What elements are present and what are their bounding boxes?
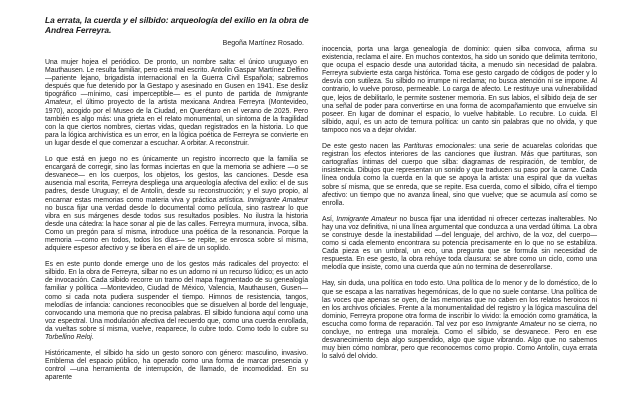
text-run: no busca fijar una verdad desde lo documental como película, sino rastrear lo que vibra en sus márgenes desde todos sus resultados posibles. No ilustra la historia desde una cátedra: la hace sonar al pie de las calles. Ferreyra murmura, invoca, silba. Como un pregón para sí misma, introduce una poética de la resonancia. Porque la memoria —como en todos, todos los días— se repite, se enrosca sobre sí misma, adquiere espesor afectivo y se libera en el aire de un soplido. [45, 204, 308, 253]
text-run: Una mujer hojea el periódico. De pronto, un nombre salta: el único uruguayo en Mauthausen. Le resulta familiar, pero está mal escrito. Antolín Gaspar Martínez Delfino —pariente lejano, brigadista internacional en la Guerra Civil Española; sabremos después que fue detenido por la Gestapo y asesinado en Gusen en 1941. Ese desliz tipográfico —mínimo, casi imperceptible— es el punto de partida de [45, 59, 308, 99]
text-run: Históricamente, el silbido ha sido un gesto sonoro con género: masculino, invasivo. Emblema del espacio público, ha operado como una forma de marcar presencia y control —una herramienta de interrupción, de llamado, de incomodidad. En su aparente [45, 350, 308, 382]
text-run: no busca fijar una identidad ni ofrecer certezas inalterables. No hay una voz definitiva, ni una línea argumental que conduzca a una verdad última. La obra se construye desde la inestabilidad —del lenguaje, del archivo, de la voz, del cuerpo— como si cada elemento encontrara su potencia precisamente en lo que no se estabiliza. Cada pieza es un umbral, un eco, una pregunta que se formula sin necesidad de respuesta. En ese gesto, la obra rehúye toda clausura: se abre como un ciclo, como una melodía que insiste, como una cuerda que aún no termina de desenrollarse. [322, 215, 597, 272]
text-run: De este gesto nacen las [322, 143, 404, 151]
paragraph [322, 280, 597, 361]
text-run: inocencia, porta una larga genealogía de dominio: quien silba convoca, afirma su existencia, reclama el aire. En muchos contextos, ha sido un sonido que delimita territorio, que ocupa el espacio desde una autoridad tácita, a menudo sin necesidad de palabra. Ferreyra subvierte esta carga histórica. Toma ese gesto cargado de códigos de poder y lo desvía con sutileza. Su silbido no irrumpe ni reclama; no busca atención ni se impone. Al contrario, lo vuelve poroso, permeable. Lo carga de afecto. Le restituye una vulnerabilidad que, lejos de debilitarlo, le permite sostener memoria. En sus labios, el silbido deja de ser una señal de poder para convertirse en una forma de acompañamiento que envuelve sin poseer. En lugar de dominar el espacio, lo vuelve habitable. Lo recubre. Lo cuida. El silbido, aquí, es un acto de ternura política: un canto sin palabras que no olvida, y que tampoco nos va a dejar olvidar. [322, 46, 597, 134]
text-run: Inmigrante Amateur [45, 91, 308, 107]
text-run: Torbellino Reloj [45, 334, 92, 341]
paragraph [45, 156, 308, 253]
text-run: . [91, 334, 94, 341]
right-text-column [322, 46, 597, 361]
paragraph [322, 143, 597, 208]
text-run: Partituras emocionales [403, 143, 475, 151]
text-run: Hay, sin duda, una política en todo esto. Una política de lo menor y de lo doméstico, de lo que se escapa a las narrativas hegemónicas, de lo que no suele contarse. Una política de las voces que apenas se oyen, de las memorias que no caben en los relatos heroicos ni en los archivos oficiales. Frente a la monumentalidad del registro y la lógica masculina del dominio, Ferreyra propone otra forma de inscribir lo vivido: la emoción como gramática, la escucha como forma de reparación. Tal vez por eso [322, 280, 597, 328]
text-run: Así, [322, 215, 337, 223]
paragraph [45, 59, 308, 148]
text-run: Inmigrante Amateur [485, 320, 546, 328]
paragraph [45, 261, 308, 342]
paragraph [322, 216, 597, 273]
paragraph [45, 350, 308, 382]
left-text-column [45, 59, 308, 382]
text-run: : una serie de acuarelas coloridas que registran los efectos interiores de las canciones que ilustran. Más que partituras, son cartografías íntimas del cuerpo que silba: diagramas de respiración, de temblor, de insistencia. Dibujos que representan un sonido y que traducen su paso por la carne. Cada línea ondula como la cuerda en la que se apoya la artista: una espiral que da vueltas sobre sí misma, que se enreda, que se repite. Esa cuerda, como el silbido, cifra el tiempo afectivo: un tiempo que no avanza lineal, sino que vuelve; que se acumula así como se enrolla. [322, 143, 598, 207]
text-run: Lo que está en juego no es únicamente un registro incorrecto que la familia se encargará de corregir, sino las formas inciertas en que la memoria se adhiere —o se desvanece— en los cuerpos, los objetos, los gestos, las canciones. Desde esa ausencia mal escrita, Ferreyra despliega una arqueología afectiva del exilio: el de sus padres, desde Uruguay; el de Antolín, desde su reconstrucción; y el suyo propio, al encarnar estas memorias como materia viva y práctica artística. [45, 156, 308, 204]
text-run: , el último proyecto de la artista mexicana Andrea Ferreyra (Montevideo, 1970), acogido por el Museo de la Ciudad, en Querétaro en el verano de 2025. Pero también es algo más: una grieta en el relato monumental, un síntoma de la fragilidad con la que ciertos nombres, ciertas vidas, quedan registrados en la historia. Lo que para la lógica archivística es un error, en la lógica poética de Ferreyra se convierte en un lugar desde el que comenzar a escuchar. A orbitar. A reconstruir. [45, 99, 308, 147]
article-title: La errata, la cuerda y el silbido: arqueología del exilio en la obra de Andrea Ferreyra. [45, 15, 309, 36]
text-run: no se cierra, no concluye, no entrega una moraleja. Como el silbido, se desvanece. Pero en ese desvanecimiento deja algo suspendido, algo que sigue vibrando. Algo que no sabemos muy bien cómo nombrar, pero que reconocemos como propio. Como Antolín, cuya errata lo salvó del olvido. [322, 320, 597, 361]
author-byline: Begoña Martínez Rosado. [222, 40, 304, 47]
text-run: Es en este punto donde emerge uno de los gestos más radicales del proyecto: el silbido. En la obra de Ferreyra, silbar no es un adorno ni un recurso lúdico; es un acto de invocación. Cada silbido recorre un tramo del mapa fragmentado de su genealogía familiar y política —Montevideo, Ciudad de México, Valencia, Mauthausen, Gusen— como si cada nota pudiera suspender el tiempo. Himnos de resistencia, tangos, melodías de infancia: canciones reconocibles que se disuelven al borde del lenguaje, convocando una memoria que no precisa palabras. El silbido funciona aquí como una voz espectral. Una modulación afectiva del recuerdo que, como una cuerda enrollada, da vueltas sobre sí misma, vuelve, reaparece, lo cubre todo. Como todo lo cubre su [45, 261, 308, 333]
paragraph [322, 46, 597, 135]
text-run: Inmigrante Amateur [247, 196, 308, 204]
text-run: Inmigrante Amateur [336, 215, 397, 223]
